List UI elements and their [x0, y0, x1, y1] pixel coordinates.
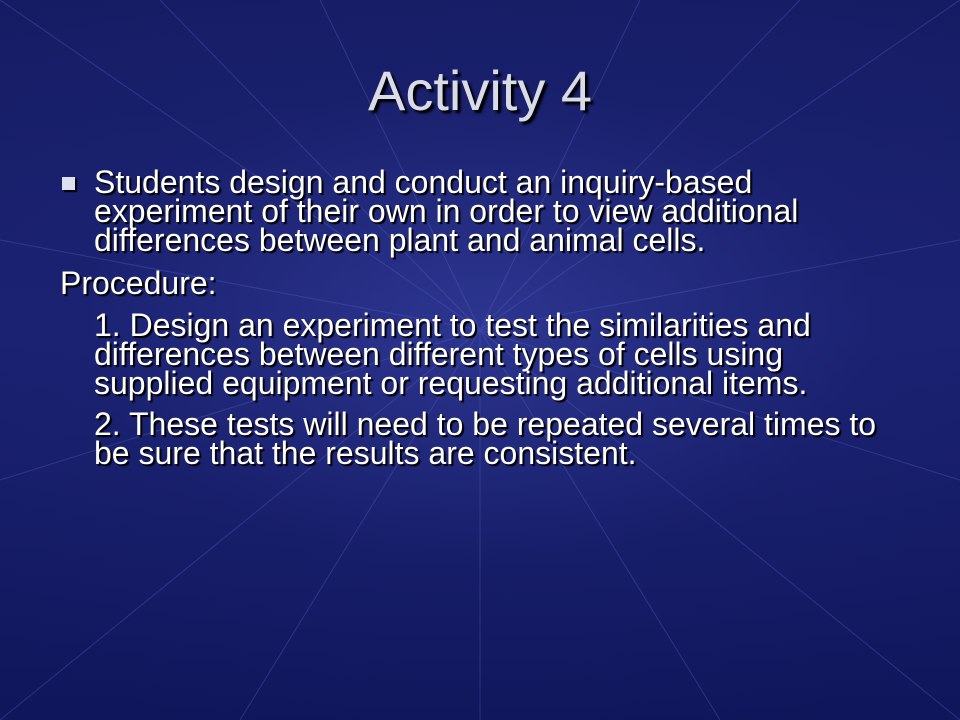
slide-title: Activity 4 — [367, 59, 593, 122]
procedure-step: 2. These tests will need to be repeated several times to be sure that the results are consistent. — [94, 406, 877, 471]
bullet-item — [60, 164, 910, 258]
procedure-step: 1. Design an experiment to test the similarities and differences between different types of cells using supplied equipment or requesting additional items. — [94, 307, 811, 401]
procedure-heading: Procedure: — [60, 265, 217, 301]
square-bullet-icon — [62, 177, 75, 190]
slide-body — [60, 164, 910, 480]
bullet-text: Students design and conduct an inquiry-based experiment of their own in order to view additional differences between plant and animal cells. — [94, 164, 799, 258]
